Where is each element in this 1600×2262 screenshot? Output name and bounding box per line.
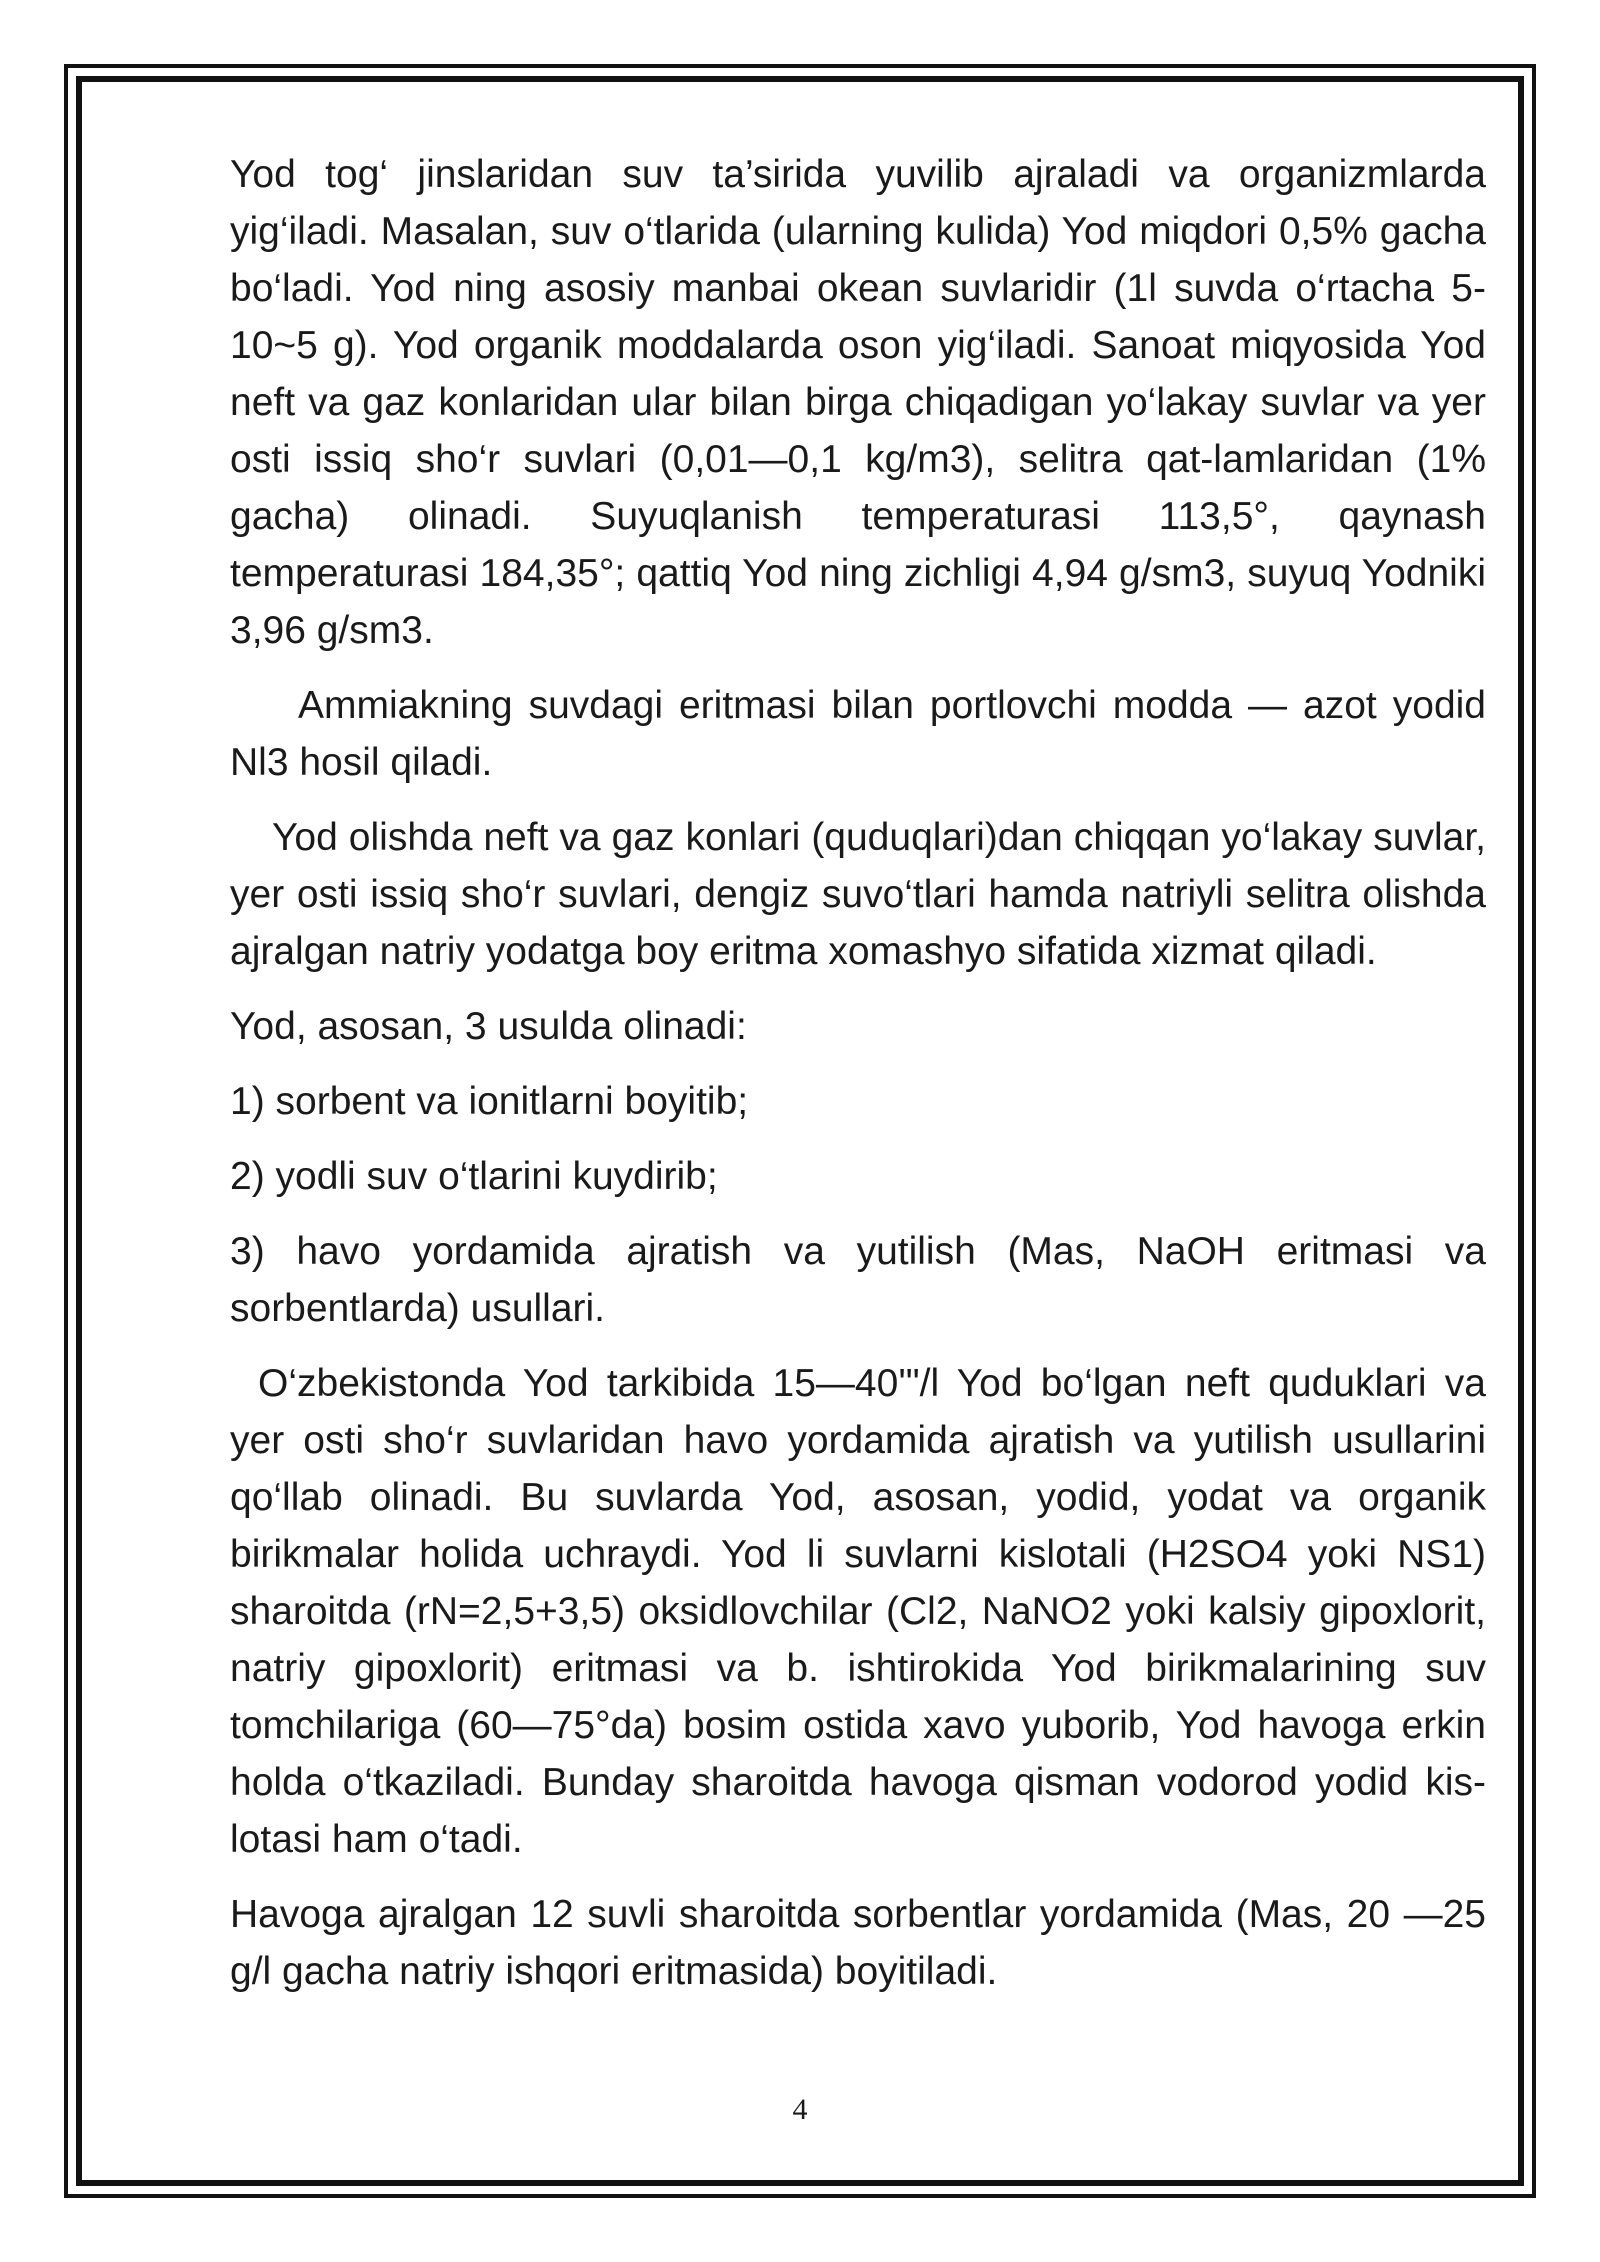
- paragraph-uzbekistan-production: O‘zbekistonda Yod tarkibida 15—40'"/l Yod bo‘lgan neft quduklari va yer osti sho‘r suvlaridan havo yordamida ajratish va yutilish usullarini qo‘llab olinadi. Bu suvlarda Yod, asosan, yodid, yodat va organik birikmalar holida uchraydi. Yod li suvlarni kislotali (H2SO4 yoki NS1) sharoitda (rN=2,5+3,5) oksidlovchilar (Cl2, NaNO2 yoki kalsiy gipoxlorit, natriy gipoxlorit) eritmasi va b. ishtirokida Yod birikmalarining suv tomchilariga (60—75°da) bosim ostida xavo yuborib, Yod havoga erkin holda o‘tkaziladi. Bunday sharoitda havoga qisman vodorod yodid kis-lotasi ham o‘tadi.: [230, 1362, 1486, 1861]
- paragraph-raw-materials: Yod olishda neft va gaz konlari (quduqlari)dan chiqqan yo‘lakay suvlar, yer osti issiq sho‘r suvlari, dengiz suvo‘tlari hamda natriyli selitra olishda ajralgan natriy yodatga boy eritma xomashyo sifatida xizmat qiladi.: [230, 816, 1486, 973]
- page-number: 4: [792, 2093, 808, 2126]
- paragraph-methods-intro: Yod, asosan, 3 usulda olinadi:: [230, 1005, 747, 1048]
- paragraph-iodine-occurrence: Yod tog‘ jinslaridan suv ta’sirida yuvilib ajraladi va organizmlarda yig‘iladi. Masalan, suv o‘tlarida (ularning kulida) Yod miqdori 0,5% gacha bo‘ladi. Yod ning asosiy manbai okean suvlaridir (1l suvda o‘rtacha 5-10~5 g). Yod organik moddalarda oson yig‘iladi. Sanoat miqyosida Yod neft va gaz konlaridan ular bilan birga chiqadigan yo‘lakay suvlar va yer osti issiq sho‘r suvlari (0,01—0,1 kg/m3), selitra qat-lamlaridan (1% gacha) olinadi. Suyuqlanish temperaturasi 113,5°, qaynash temperaturasi 184,35°; qattiq Yod ning zichligi 4,94 g/sm3, suyuq Yodniki 3,96 g/sm3.: [230, 153, 1486, 652]
- paragraph-ammonia-reaction: Ammiakning suvdagi eritmasi bilan portlovchi modda — azot yodid Nl3 hosil qiladi.: [230, 684, 1486, 784]
- page-body: [230, 146, 1486, 2018]
- paragraph-sorbent-enrichment: Havoga ajralgan 12 suvli sharoitda sorbentlar yordamida (Mas, 20 —25 g/l gacha natriy ishqori eritmasida) boyitiladi.: [230, 1893, 1486, 1993]
- list-item-method-1: 1) sorbent va ionitlarni boyitib;: [230, 1080, 749, 1123]
- list-item-method-2: 2) yodli suv o‘tlarini kuydirib;: [230, 1155, 718, 1198]
- list-item-method-3: 3) havo yordamida ajratish va yutilish (Mas, NaOH eritmasi va sorbentlarda) usullari.: [230, 1230, 1486, 1330]
